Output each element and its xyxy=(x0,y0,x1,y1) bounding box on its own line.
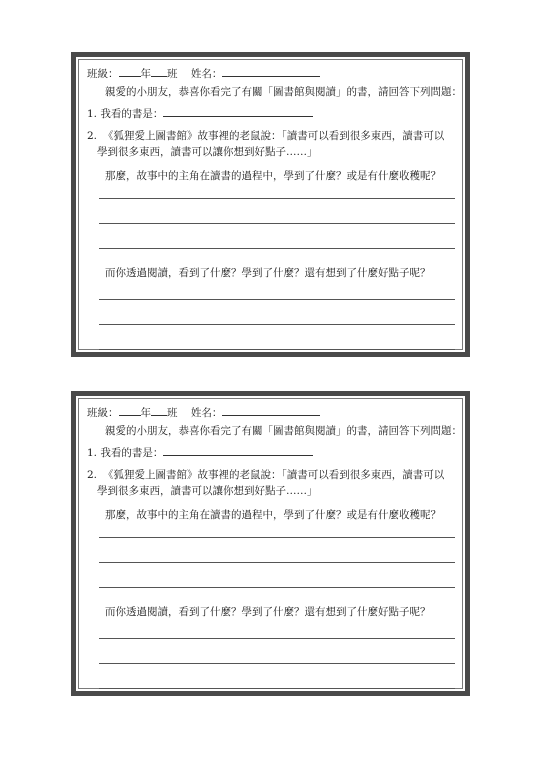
question-1-row xyxy=(87,106,459,121)
grade-blank[interactable] xyxy=(119,66,141,77)
grade-blank[interactable] xyxy=(119,405,141,416)
answer-line[interactable] xyxy=(99,198,455,199)
greeting-text: 親愛的小朋友，恭喜你看完了有關「圖書館與閱讀」的書，請回答下列問題： xyxy=(105,425,462,437)
answer-line[interactable] xyxy=(99,587,455,588)
year-label: 年 xyxy=(140,68,151,80)
question-1-row xyxy=(87,445,459,460)
question-2-line-1: 《狐狸愛上圖書館》故事裡的老鼠說：「讀書可以看到很多東西，讀書可以 xyxy=(103,130,445,142)
question-4-text: 而你透過閱讀，看到了什麼？學到了什麼？還有想到了什麼好點子呢？ xyxy=(105,606,431,618)
answer-line[interactable] xyxy=(99,248,455,249)
answer-line[interactable] xyxy=(99,562,455,563)
reading-worksheet-top xyxy=(71,52,470,357)
question-2-number: 2. xyxy=(87,130,98,142)
header-row xyxy=(87,66,459,81)
greeting-text: 親愛的小朋友，恭喜你看完了有關「圖書館與閱讀」的書，請回答下列問題： xyxy=(105,86,462,98)
ban-label: 班 xyxy=(167,407,178,419)
question-1-label: 1. 我看的書是： xyxy=(87,447,164,459)
class-number-blank[interactable] xyxy=(151,405,167,416)
name-label: 姓名： xyxy=(190,68,223,80)
reading-worksheet-bottom xyxy=(71,391,470,696)
answer-line[interactable] xyxy=(99,349,455,350)
question-2-line-2: 學到很多東西，讀書可以讓你想到好點子……」 xyxy=(97,485,318,497)
answer-line[interactable] xyxy=(99,299,455,300)
question-3-text: 那麼，故事中的主角在讀書的過程中，學到了什麼？或是有什麼收穫呢？ xyxy=(105,170,441,182)
name-label: 姓名： xyxy=(190,407,223,419)
book-title-blank[interactable] xyxy=(163,445,313,456)
answer-line[interactable] xyxy=(99,663,455,664)
answer-line[interactable] xyxy=(99,324,455,325)
header-row xyxy=(87,405,459,420)
question-2-number: 2. xyxy=(87,469,98,481)
ban-label: 班 xyxy=(167,68,178,80)
answer-line[interactable] xyxy=(99,638,455,639)
question-1-label: 1. 我看的書是： xyxy=(87,108,164,120)
question-4-text: 而你透過閱讀，看到了什麼？學到了什麼？還有想到了什麼好點子呢？ xyxy=(105,267,431,279)
name-blank[interactable] xyxy=(222,66,320,77)
answer-line[interactable] xyxy=(99,688,455,689)
answer-line[interactable] xyxy=(99,223,455,224)
question-2-line-1: 《狐狸愛上圖書館》故事裡的老鼠說：「讀書可以看到很多東西，讀書可以 xyxy=(103,469,445,481)
class-label: 班級： xyxy=(87,68,119,80)
book-title-blank[interactable] xyxy=(163,106,313,117)
question-3-text: 那麼，故事中的主角在讀書的過程中，學到了什麼？或是有什麼收穫呢？ xyxy=(105,509,441,521)
year-label: 年 xyxy=(140,407,151,419)
answer-line[interactable] xyxy=(99,537,455,538)
class-number-blank[interactable] xyxy=(151,66,167,77)
name-blank[interactable] xyxy=(222,405,320,416)
question-2-line-2: 學到很多東西，讀書可以讓你想到好點子……」 xyxy=(97,146,318,158)
class-label: 班級： xyxy=(87,407,119,419)
